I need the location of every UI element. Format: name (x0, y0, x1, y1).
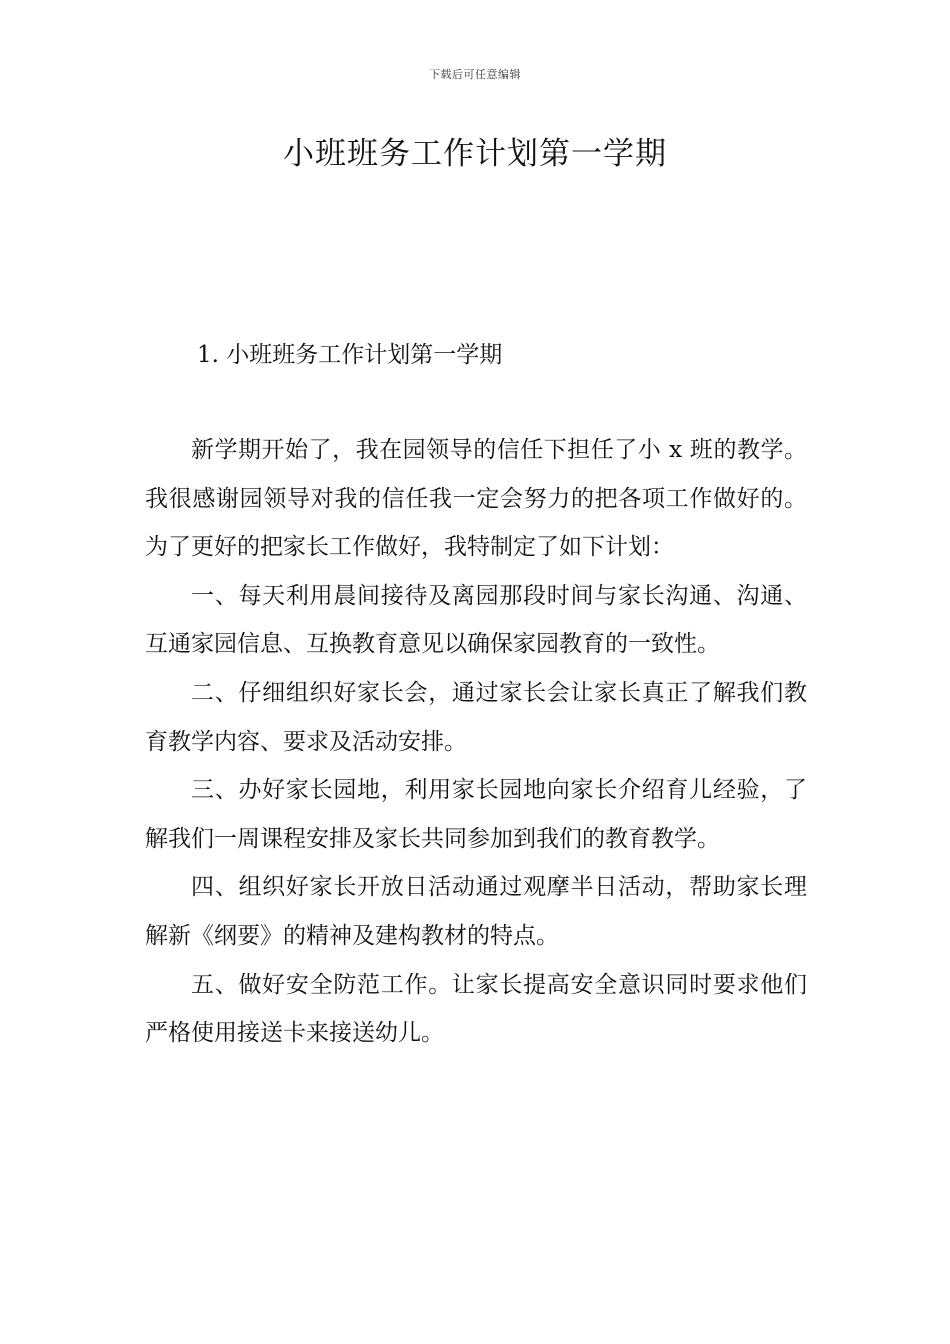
page-title: 小班班务工作计划第一学期 (283, 136, 667, 172)
paragraph-item-4: 四、组织好家长开放日活动通过观摩半日活动，帮助家长理解新《纲要》的精神及建构教材的特点。 (145, 874, 807, 949)
paragraph-intro: 新学期开始了，我在园领导的信任下担任了小 x 班的教学。我很感谢园领导对我的信任我一定会努力的把各项工作做好的。为了更好的把家长工作做好，我特制定了如下计划： (145, 437, 807, 561)
paragraph-item-2: 二、仔细组织好家长会，通过家长会让家长真正了解我们教育教学内容、要求及活动安排。 (145, 679, 807, 755)
section-heading: 1. 小班班务工作计划第一学期 (197, 342, 503, 368)
header-note: 下载后可任意编辑 (429, 68, 521, 81)
paragraph-item-5: 五、做好安全防范工作。让家长提高安全意识同时要求他们严格使用接送卡来接送幼儿。 (145, 971, 807, 1047)
paragraph-item-3: 三、办好家长园地，利用家长园地向家长介绍育儿经验，了解我们一周课程安排及家长共同参加到我们的教育教学。 (145, 777, 807, 852)
document-body (145, 426, 807, 1058)
paragraph-item-1: 一、每天利用晨间接待及离园那段时间与家长沟通、沟通、互通家园信息、互换教育意见以确保家园教育的一致性。 (145, 582, 807, 658)
